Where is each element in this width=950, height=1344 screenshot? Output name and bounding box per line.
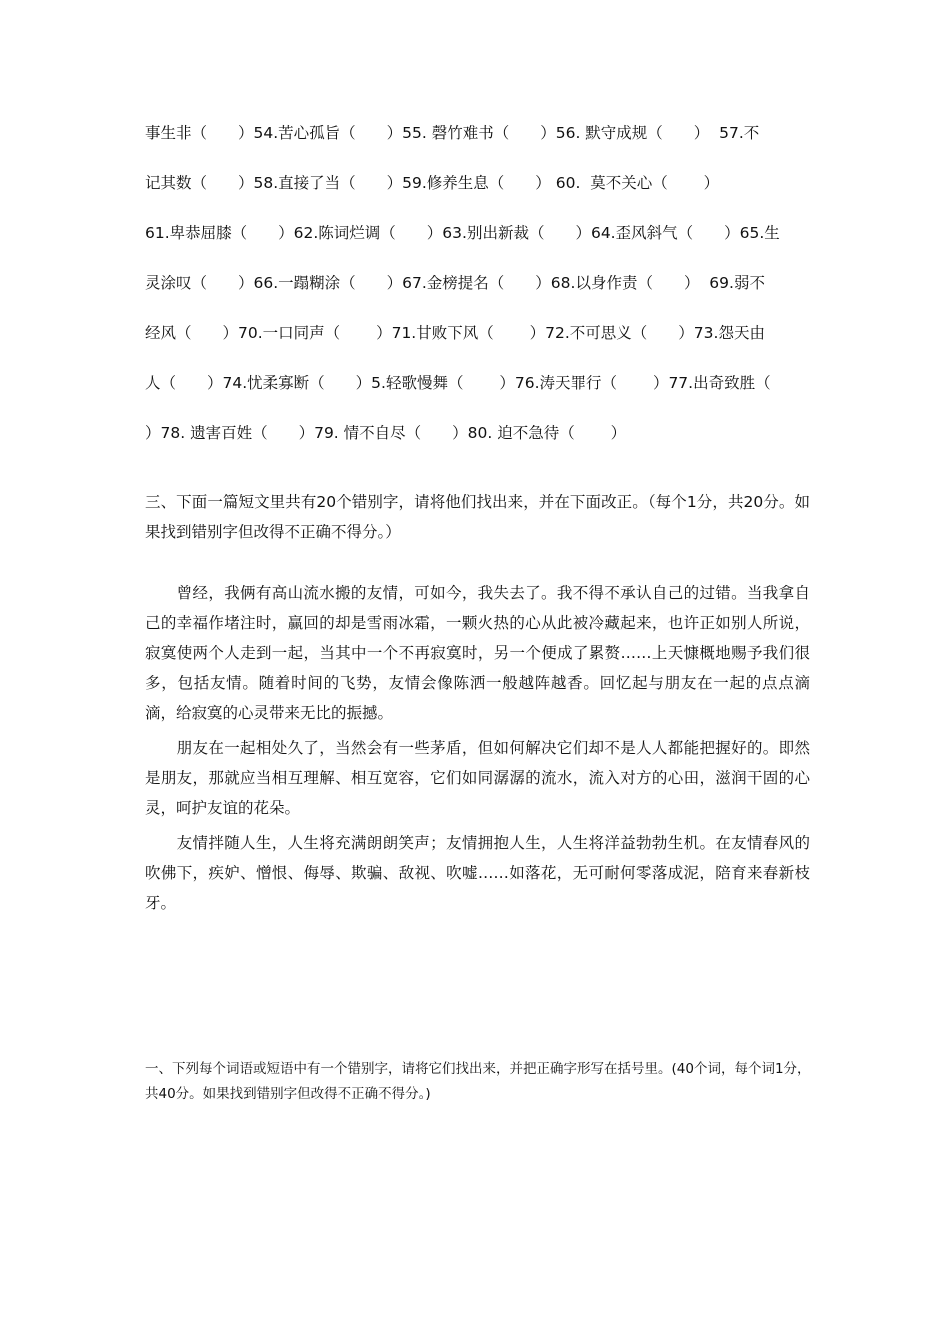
passage-paragraph: 曾经，我俩有高山流水搬的友情，可如今，我失去了。我不得不承认自己的过错。当我拿自己的幸福作堵注时，赢回的却是雪雨冰霜，一颗火热的心从此被冷藏起来，也许正如别人所说，寂寞使两个人走到一起，当其中一个不再寂寞时，另一个便成了累赘……上天慷概地赐予我们很多，包括友情。随着时间的飞势，友情会像陈洒一般越阵越香。回忆起与朋友在一起的点点滴滴，给寂寞的心灵带来无比的振撼。 [145, 584, 810, 722]
idiom-line: 记其数（ ）58.直接了当（ ）59.修养生息（ ） 60. 莫不关心（ ） [145, 174, 720, 192]
section-3-passage [145, 578, 810, 918]
idiom-line: 事生非（ ）54.苦心孤旨（ ）55. 磬竹难书（ ）56. 默守成规（ ） 57.不 [145, 124, 760, 142]
passage-paragraph: 友情拌随人生，人生将充满朗朗笑声；友情拥抱人生，人生将洋益勃勃生机。在友情春风的吹佛下，疾妒、憎恨、侮辱、欺骗、敌视、吹嘘……如落花，无可耐何零落成泥，陪育来春新枝牙。 [145, 834, 810, 912]
section-3-heading: 三、下面一篇短文里共有20个错别字，请将他们找出来，并在下面改正。（每个1分，共20分。如果找到错别字但改得不正确不得分。） [145, 493, 810, 541]
idiom-line: 人（ ）74.忧柔寡断（ ）5.轻歌慢舞（ ）76.涛天罪行（ ）77.出奇致胜（ [145, 374, 771, 392]
idiom-line: 经风（ ）70.一口同声（ ）71.甘败下风（ ）72.不可思义（ ）73.怨天由 [145, 324, 765, 342]
idiom-line: 61.卑恭屈膝（ ）62.陈词烂调（ ）63.别出新裁（ ）64.歪风斜气（ ）65.生 [145, 224, 780, 242]
idiom-line: 灵涂叹（ ）66.一蹋糊涂（ ）67.金榜提名（ ）68.以身作责（ ） 69.弱不 [145, 274, 765, 292]
idiom-line: ）78. 遗害百姓（ ）79. 情不自尽（ ）80. 迫不急待（ ） [145, 424, 627, 442]
section-1-heading: 一、下列每个词语或短语中有一个错别字，请将它们找出来，并把正确字形写在括号里。(40个词，每个词1分，共40分。如果找到错别字但改得不正确不得分。) [145, 1061, 811, 1102]
passage-paragraph: 朋友在一起相处久了，当然会有一些茅盾，但如何解决它们却不是人人都能把握好的。即然是朋友，那就应当相互理解、相互宽容，它们如同潺潺的流水，流入对方的心田，滋润干固的心灵，呵护友谊的花朵。 [145, 739, 810, 817]
